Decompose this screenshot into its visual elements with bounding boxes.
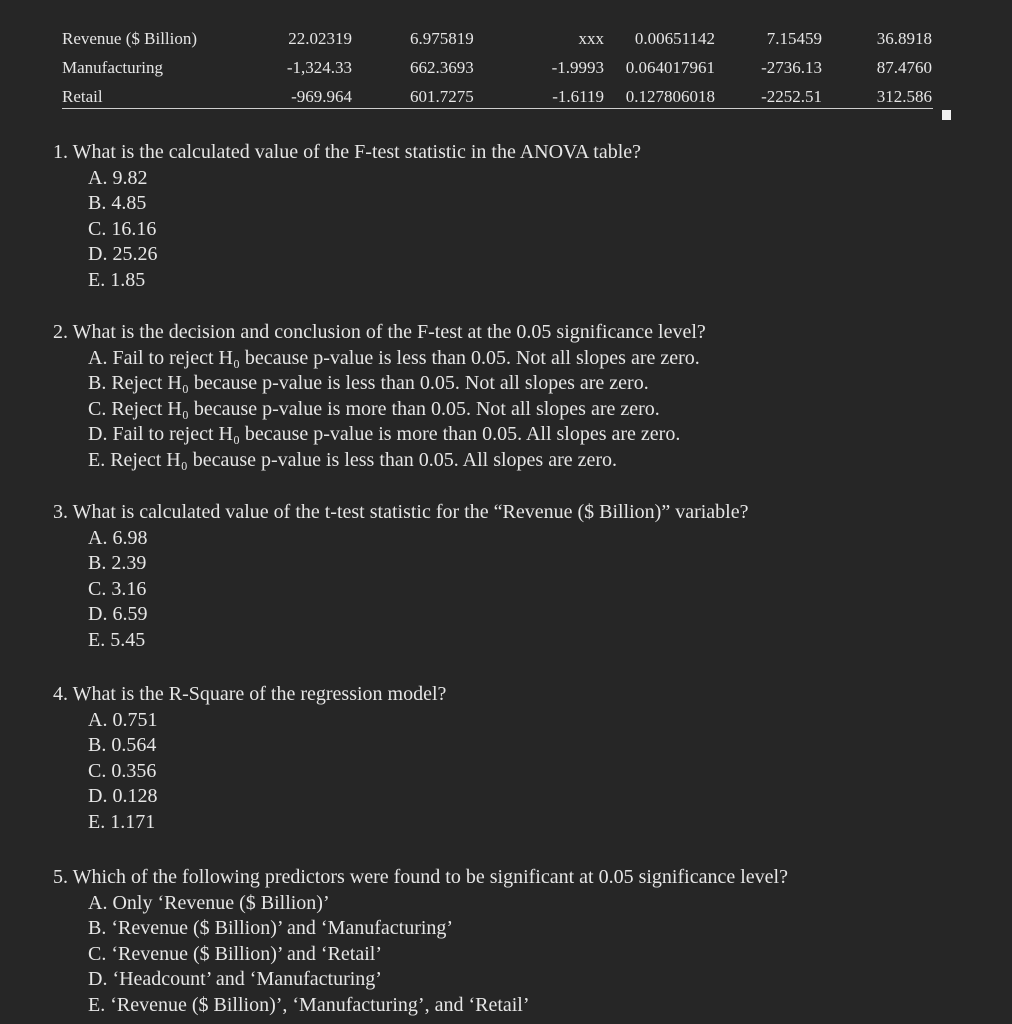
answer-option[interactable]: B. 4.85 [88, 192, 147, 214]
coefficient-value: 22.02319 [288, 29, 352, 48]
answer-option[interactable]: A. Only ‘Revenue ($ Billion)’ [88, 891, 330, 914]
question-4 [53, 682, 446, 835]
p-value: 0.127806018 [625, 87, 715, 106]
answer-option[interactable]: A. 9.82 [88, 166, 148, 189]
t-stat-value: xxx [578, 29, 604, 48]
answer-option[interactable]: C. 16.16 [88, 217, 157, 240]
answer-option[interactable]: D. 25.26 [88, 243, 158, 265]
p-value: 0.064017961 [625, 58, 715, 77]
t-stat-value: -1.6119 [552, 87, 604, 106]
answer-option[interactable]: D. Fail to reject H₀ because p-value is more than 0.05. All slopes are zero. [88, 423, 681, 445]
answer-option[interactable]: E. 5.45 [88, 628, 146, 651]
upper-95-value: 312.586 [876, 87, 932, 106]
answer-option[interactable]: B. 0.564 [88, 734, 157, 756]
answer-option[interactable]: E. ‘Revenue ($ Billion)’, ‘Manufacturing’, and ‘Retail’ [88, 993, 530, 1016]
table-bottom-rule [62, 108, 933, 109]
question-2 [53, 320, 706, 473]
question-text: 2. What is the decision and conclusion of the F-test at the 0.05 significance level? [53, 321, 706, 343]
table-row [62, 26, 942, 55]
p-value: 0.00651142 [634, 29, 715, 48]
answer-option[interactable]: B. ‘Revenue ($ Billion)’ and ‘Manufacturing’ [88, 917, 454, 939]
coefficient-value: -969.964 [291, 87, 352, 106]
row-label: Manufacturing [62, 58, 164, 77]
t-stat-value: -1.9993 [551, 58, 604, 77]
answer-option[interactable]: B. 2.39 [88, 552, 147, 574]
upper-95-value: 36.8918 [876, 29, 932, 48]
answer-option[interactable]: D. ‘Headcount’ and ‘Manufacturing’ [88, 968, 382, 990]
question-1 [53, 140, 641, 293]
answer-option[interactable]: E. Reject H₀ because p-value is less than 0.05. All slopes are zero. [88, 448, 618, 471]
answer-option[interactable]: E. 1.85 [88, 268, 146, 291]
answer-option[interactable]: A. 6.98 [88, 526, 148, 549]
question-text: 3. What is calculated value of the t-test statistic for the “Revenue ($ Billion)” variable? [53, 501, 749, 523]
answer-option[interactable]: D. 6.59 [88, 603, 148, 625]
table-row [62, 55, 942, 84]
answer-option[interactable]: C. ‘Revenue ($ Billion)’ and ‘Retail’ [88, 942, 382, 965]
answer-option[interactable]: A. Fail to reject H₀ because p-value is less than 0.05. Not all slopes are zero. [88, 346, 700, 369]
question-text: 5. Which of the following predictors were found to be significant at 0.05 significance level? [53, 866, 788, 888]
text-cursor-marker [942, 110, 951, 120]
question-3 [53, 500, 749, 653]
standard-error-value: 6.975819 [410, 29, 474, 48]
question-text: 4. What is the R-Square of the regression model? [53, 683, 447, 705]
question-text: 1. What is the calculated value of the F-test statistic in the ANOVA table? [53, 141, 642, 163]
question-5 [53, 865, 788, 1018]
coefficient-table [62, 26, 942, 113]
row-label: Retail [62, 87, 103, 106]
upper-95-value: 87.4760 [876, 58, 932, 77]
answer-option[interactable]: E. 1.171 [88, 810, 156, 833]
coefficient-value: -1,324.33 [286, 58, 352, 77]
answer-option[interactable]: D. 0.128 [88, 785, 158, 807]
row-label: Revenue ($ Billion) [62, 29, 198, 48]
lower-95-value: -2252.51 [761, 87, 822, 106]
answer-option[interactable]: B. Reject H₀ because p-value is less than 0.05. Not all slopes are zero. [88, 372, 649, 394]
standard-error-value: 662.3693 [410, 58, 474, 77]
answer-option[interactable]: C. 3.16 [88, 577, 147, 600]
answer-option[interactable]: C. Reject H₀ because p-value is more than 0.05. Not all slopes are zero. [88, 397, 660, 420]
standard-error-value: 601.7275 [410, 87, 474, 106]
lower-95-value: -2736.13 [761, 58, 822, 77]
lower-95-value: 7.15459 [766, 29, 822, 48]
answer-option[interactable]: A. 0.751 [88, 708, 158, 731]
answer-option[interactable]: C. 0.356 [88, 759, 157, 782]
